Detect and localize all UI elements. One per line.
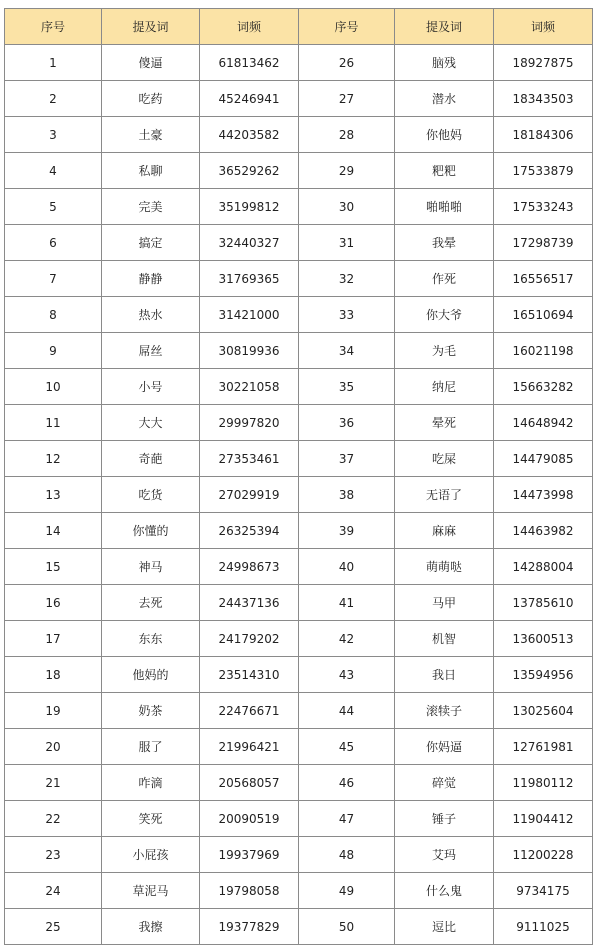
cell-rank: 46 <box>299 765 395 801</box>
header-frequency: 词频 <box>494 9 593 45</box>
cell-frequency: 27353461 <box>200 441 299 477</box>
cell-frequency: 23514310 <box>200 657 299 693</box>
table-row <box>5 657 593 693</box>
cell-rank: 39 <box>299 513 395 549</box>
cell-frequency: 17533243 <box>494 189 593 225</box>
cell-frequency: 19377829 <box>200 909 299 945</box>
table-row <box>5 81 593 117</box>
table-row <box>5 153 593 189</box>
cell-rank: 49 <box>299 873 395 909</box>
table-row <box>5 477 593 513</box>
cell-rank: 33 <box>299 297 395 333</box>
cell-term: 静静 <box>102 261 200 297</box>
cell-frequency: 32440327 <box>200 225 299 261</box>
cell-term: 完美 <box>102 189 200 225</box>
cell-frequency: 31421000 <box>200 297 299 333</box>
cell-frequency: 17533879 <box>494 153 593 189</box>
cell-rank: 36 <box>299 405 395 441</box>
cell-rank: 30 <box>299 189 395 225</box>
table-row <box>5 873 593 909</box>
cell-frequency: 27029919 <box>200 477 299 513</box>
cell-term: 去死 <box>102 585 200 621</box>
cell-term: 我擦 <box>102 909 200 945</box>
cell-rank: 7 <box>5 261 102 297</box>
cell-rank: 18 <box>5 657 102 693</box>
cell-term: 萌萌哒 <box>395 549 494 585</box>
cell-rank: 50 <box>299 909 395 945</box>
cell-frequency: 18184306 <box>494 117 593 153</box>
cell-rank: 27 <box>299 81 395 117</box>
cell-frequency: 13600513 <box>494 621 593 657</box>
cell-frequency: 20568057 <box>200 765 299 801</box>
cell-term: 服了 <box>102 729 200 765</box>
cell-rank: 2 <box>5 81 102 117</box>
table-row <box>5 513 593 549</box>
cell-rank: 19 <box>5 693 102 729</box>
cell-term: 你懂的 <box>102 513 200 549</box>
cell-term: 傻逼 <box>102 45 200 81</box>
cell-frequency: 9734175 <box>494 873 593 909</box>
cell-term: 奇葩 <box>102 441 200 477</box>
cell-term: 小号 <box>102 369 200 405</box>
cell-term: 滚犊子 <box>395 693 494 729</box>
cell-rank: 41 <box>299 585 395 621</box>
cell-frequency: 17298739 <box>494 225 593 261</box>
cell-rank: 14 <box>5 513 102 549</box>
cell-term: 什么鬼 <box>395 873 494 909</box>
cell-rank: 3 <box>5 117 102 153</box>
table-row <box>5 405 593 441</box>
cell-frequency: 13594956 <box>494 657 593 693</box>
cell-rank: 17 <box>5 621 102 657</box>
header-rank: 序号 <box>299 9 395 45</box>
cell-rank: 42 <box>299 621 395 657</box>
header-row <box>5 9 593 45</box>
table-row <box>5 441 593 477</box>
cell-rank: 43 <box>299 657 395 693</box>
cell-term: 私聊 <box>102 153 200 189</box>
header-rank: 序号 <box>5 9 102 45</box>
cell-term: 神马 <box>102 549 200 585</box>
cell-frequency: 24437136 <box>200 585 299 621</box>
cell-frequency: 26325394 <box>200 513 299 549</box>
cell-term: 晕死 <box>395 405 494 441</box>
cell-rank: 12 <box>5 441 102 477</box>
cell-term: 吃屎 <box>395 441 494 477</box>
cell-term: 咋滴 <box>102 765 200 801</box>
cell-rank: 48 <box>299 837 395 873</box>
table-row <box>5 765 593 801</box>
cell-term: 碎觉 <box>395 765 494 801</box>
cell-rank: 40 <box>299 549 395 585</box>
cell-frequency: 11200228 <box>494 837 593 873</box>
cell-term: 小屁孩 <box>102 837 200 873</box>
cell-rank: 25 <box>5 909 102 945</box>
header-frequency: 词频 <box>200 9 299 45</box>
cell-term: 你妈逼 <box>395 729 494 765</box>
cell-term: 作死 <box>395 261 494 297</box>
cell-rank: 44 <box>299 693 395 729</box>
table-row <box>5 261 593 297</box>
cell-frequency: 13025604 <box>494 693 593 729</box>
cell-rank: 28 <box>299 117 395 153</box>
cell-frequency: 19798058 <box>200 873 299 909</box>
cell-frequency: 16510694 <box>494 297 593 333</box>
cell-rank: 5 <box>5 189 102 225</box>
cell-term: 马甲 <box>395 585 494 621</box>
cell-frequency: 29997820 <box>200 405 299 441</box>
cell-frequency: 30221058 <box>200 369 299 405</box>
cell-term: 啪啪啪 <box>395 189 494 225</box>
cell-rank: 45 <box>299 729 395 765</box>
table-row <box>5 693 593 729</box>
cell-frequency: 18343503 <box>494 81 593 117</box>
cell-rank: 16 <box>5 585 102 621</box>
cell-frequency: 24179202 <box>200 621 299 657</box>
table-row <box>5 909 593 945</box>
cell-rank: 37 <box>299 441 395 477</box>
cell-term: 奶茶 <box>102 693 200 729</box>
cell-frequency: 12761981 <box>494 729 593 765</box>
cell-frequency: 22476671 <box>200 693 299 729</box>
cell-term: 大大 <box>102 405 200 441</box>
cell-frequency: 16556517 <box>494 261 593 297</box>
table-row <box>5 549 593 585</box>
cell-term: 你大爷 <box>395 297 494 333</box>
cell-term: 为毛 <box>395 333 494 369</box>
cell-term: 纳尼 <box>395 369 494 405</box>
cell-frequency: 16021198 <box>494 333 593 369</box>
cell-frequency: 24998673 <box>200 549 299 585</box>
cell-rank: 9 <box>5 333 102 369</box>
table-row <box>5 585 593 621</box>
cell-frequency: 14648942 <box>494 405 593 441</box>
cell-rank: 20 <box>5 729 102 765</box>
cell-term: 无语了 <box>395 477 494 513</box>
cell-rank: 15 <box>5 549 102 585</box>
cell-frequency: 18927875 <box>494 45 593 81</box>
cell-term: 粑粑 <box>395 153 494 189</box>
cell-frequency: 14479085 <box>494 441 593 477</box>
cell-term: 东东 <box>102 621 200 657</box>
cell-rank: 6 <box>5 225 102 261</box>
cell-term: 潜水 <box>395 81 494 117</box>
cell-frequency: 14463982 <box>494 513 593 549</box>
cell-term: 麻麻 <box>395 513 494 549</box>
cell-rank: 26 <box>299 45 395 81</box>
cell-rank: 31 <box>299 225 395 261</box>
cell-term: 机智 <box>395 621 494 657</box>
cell-term: 锤子 <box>395 801 494 837</box>
cell-rank: 4 <box>5 153 102 189</box>
cell-rank: 23 <box>5 837 102 873</box>
cell-term: 我晕 <box>395 225 494 261</box>
cell-term: 他妈的 <box>102 657 200 693</box>
cell-rank: 22 <box>5 801 102 837</box>
cell-frequency: 44203582 <box>200 117 299 153</box>
cell-frequency: 30819936 <box>200 333 299 369</box>
cell-frequency: 11904412 <box>494 801 593 837</box>
cell-rank: 32 <box>299 261 395 297</box>
cell-rank: 38 <box>299 477 395 513</box>
table-row <box>5 189 593 225</box>
table-body <box>5 45 593 945</box>
cell-frequency: 11980112 <box>494 765 593 801</box>
word-frequency-table-container <box>4 8 592 945</box>
cell-frequency: 61813462 <box>200 45 299 81</box>
cell-frequency: 19937969 <box>200 837 299 873</box>
cell-frequency: 21996421 <box>200 729 299 765</box>
cell-term: 笑死 <box>102 801 200 837</box>
table-row <box>5 333 593 369</box>
table-row <box>5 729 593 765</box>
table-row <box>5 621 593 657</box>
cell-rank: 47 <box>299 801 395 837</box>
cell-term: 搞定 <box>102 225 200 261</box>
cell-frequency: 45246941 <box>200 81 299 117</box>
cell-rank: 34 <box>299 333 395 369</box>
cell-frequency: 15663282 <box>494 369 593 405</box>
cell-frequency: 20090519 <box>200 801 299 837</box>
cell-rank: 1 <box>5 45 102 81</box>
table-row <box>5 45 593 81</box>
cell-term: 艾玛 <box>395 837 494 873</box>
header-term: 提及词 <box>395 9 494 45</box>
cell-frequency: 36529262 <box>200 153 299 189</box>
cell-rank: 21 <box>5 765 102 801</box>
table-row <box>5 369 593 405</box>
cell-frequency: 9111025 <box>494 909 593 945</box>
cell-rank: 29 <box>299 153 395 189</box>
table-row <box>5 837 593 873</box>
table-row <box>5 117 593 153</box>
header-term: 提及词 <box>102 9 200 45</box>
cell-frequency: 14473998 <box>494 477 593 513</box>
cell-term: 屌丝 <box>102 333 200 369</box>
cell-frequency: 31769365 <box>200 261 299 297</box>
table-row <box>5 801 593 837</box>
cell-frequency: 13785610 <box>494 585 593 621</box>
cell-term: 逗比 <box>395 909 494 945</box>
cell-rank: 10 <box>5 369 102 405</box>
cell-term: 我日 <box>395 657 494 693</box>
cell-term: 吃货 <box>102 477 200 513</box>
cell-rank: 8 <box>5 297 102 333</box>
table-row <box>5 297 593 333</box>
cell-term: 脑残 <box>395 45 494 81</box>
table-row <box>5 225 593 261</box>
cell-term: 草泥马 <box>102 873 200 909</box>
word-frequency-table <box>4 8 593 945</box>
cell-rank: 13 <box>5 477 102 513</box>
cell-rank: 35 <box>299 369 395 405</box>
cell-frequency: 14288004 <box>494 549 593 585</box>
cell-frequency: 35199812 <box>200 189 299 225</box>
cell-term: 热水 <box>102 297 200 333</box>
cell-rank: 11 <box>5 405 102 441</box>
cell-rank: 24 <box>5 873 102 909</box>
cell-term: 土豪 <box>102 117 200 153</box>
cell-term: 吃药 <box>102 81 200 117</box>
cell-term: 你他妈 <box>395 117 494 153</box>
